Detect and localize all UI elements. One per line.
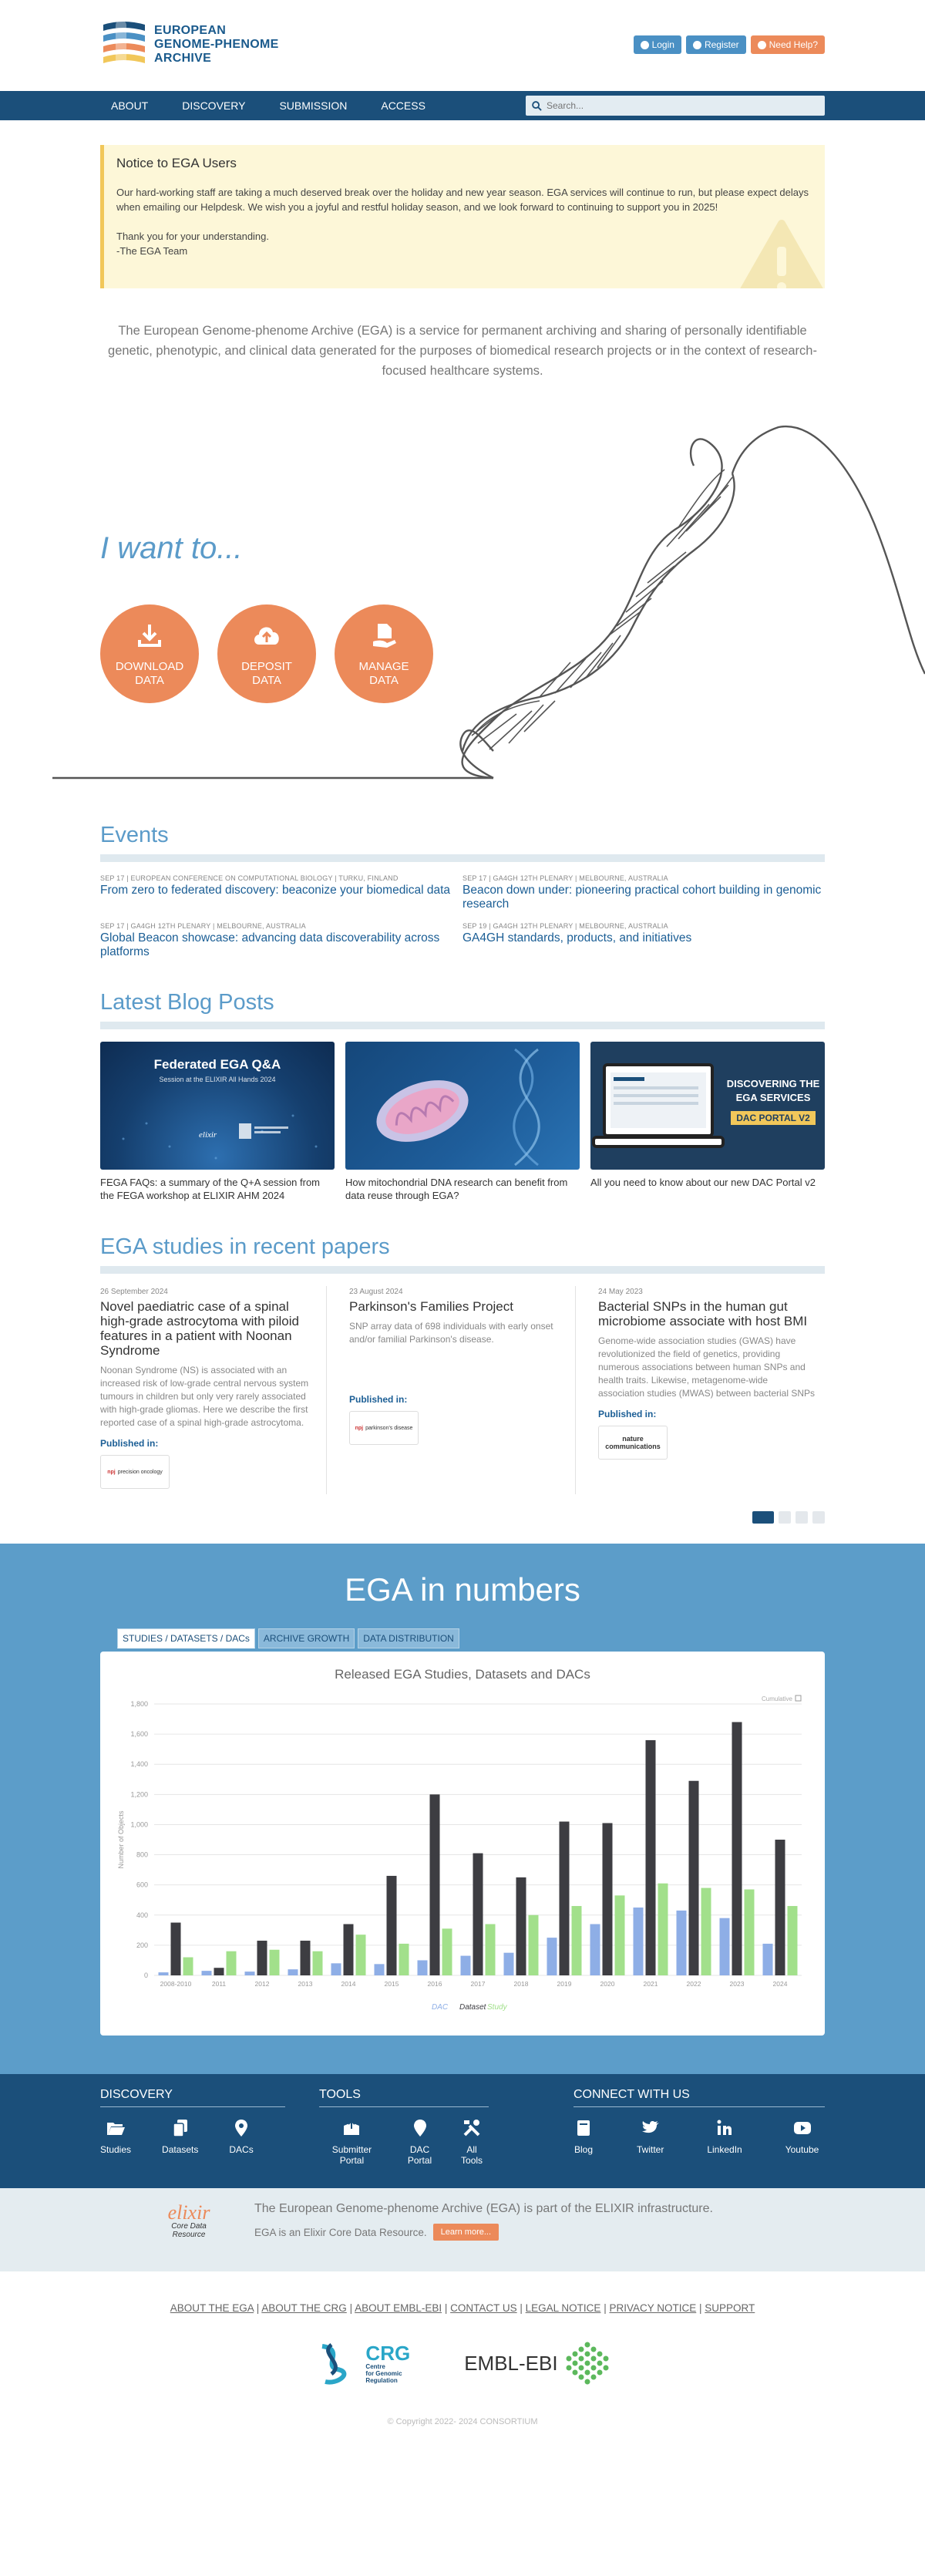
study-card[interactable] <box>100 1286 327 1494</box>
map-pin-icon <box>410 2118 430 2138</box>
y-tick-label: 1,600 <box>130 1730 148 1739</box>
footer-discovery-title: DISCOVERY <box>100 2088 285 2107</box>
bar-dataset <box>516 1877 526 1975</box>
site-header <box>0 0 925 91</box>
crg-logo-text: CRG <box>365 2341 411 2365</box>
y-tick-label: 400 <box>136 1911 148 1919</box>
legend-item-dac[interactable]: DAC <box>432 2003 449 2012</box>
bar-dataset <box>214 1968 224 1975</box>
notice-thanks: Thank you for your understanding. <box>116 231 270 242</box>
upload-cloud-icon <box>251 621 282 648</box>
map-pin-icon <box>231 2118 251 2138</box>
link-about-crg[interactable]: ABOUT THE CRG <box>261 2302 347 2314</box>
x-tick-label: 2011 <box>211 1980 227 1988</box>
bar-dac <box>245 1972 255 1975</box>
footer-all-tools-label: All Tools <box>461 2144 483 2166</box>
pager-dot-2[interactable] <box>779 1511 791 1524</box>
published-label: Published in: <box>349 1394 408 1405</box>
bar-study <box>227 1951 237 1975</box>
y-tick-label: 1,800 <box>130 1700 148 1708</box>
need-help-button[interactable] <box>751 35 825 54</box>
twitter-icon <box>641 2118 661 2138</box>
journal-prefix: npj <box>107 1469 116 1475</box>
blog-caption[interactable]: FEGA FAQs: a summary of the Q+A session from the FEGA workshop at ELIXIR AHM 2024 <box>100 1177 321 1201</box>
x-tick-label: 2014 <box>341 1980 356 1988</box>
journal-logo[interactable] <box>598 1426 668 1460</box>
study-date: 26 September 2024 <box>100 1288 168 1296</box>
ega-in-numbers-section <box>0 1544 925 2074</box>
y-tick-label: 800 <box>136 1850 148 1859</box>
events-divider <box>100 854 825 862</box>
study-text: Genome-wide association studies (GWAS) have revolutionized the field of genetics, providing numerous associations between human SNPs and health traits. Likewise, metagenome-wide association studies (MWAS) between bacterial SNPs <box>598 1335 816 1399</box>
bar-study <box>701 1888 711 1975</box>
dna-helix-illustration <box>0 381 925 809</box>
footer-dacs-link[interactable] <box>229 2118 253 2155</box>
footer-blog-link[interactable] <box>574 2118 594 2155</box>
y-tick-label: 1,200 <box>130 1790 148 1799</box>
footer-youtube-link[interactable] <box>785 2118 819 2155</box>
bar-dac <box>504 1953 514 1975</box>
notice-body: Our hard-working staff are taking a much deserved break over the holiday and new year season. EGA services will continue to run, but please expect delays when emailing our Helpdesk. We wish you a joyful and restful holiday season, and we look forward to continuing to support you in 2025! <box>116 187 809 213</box>
events-section <box>100 823 825 959</box>
mitochondria-graphic <box>345 1042 580 1170</box>
event-item[interactable] <box>100 874 462 911</box>
main-nav <box>0 91 925 120</box>
bar-study <box>270 1950 280 1975</box>
search-box <box>526 96 825 116</box>
network-dots-graphic <box>100 1093 335 1170</box>
search-input[interactable] <box>547 100 809 111</box>
bar-study <box>529 1915 539 1975</box>
bar-dac <box>590 1924 600 1975</box>
crg-sub-1: Centre <box>365 2362 385 2370</box>
bar-dataset <box>301 1941 311 1975</box>
dac-portal-badge: DAC PORTAL V2 <box>731 1111 816 1125</box>
study-date: 23 August 2024 <box>349 1288 403 1296</box>
manage-label-2: DATA <box>369 674 399 687</box>
link-privacy-notice[interactable]: PRIVACY NOTICE <box>609 2302 697 2314</box>
bar-dataset <box>473 1854 483 1975</box>
link-about-embl-ebi[interactable]: ABOUT EMBL-EBI <box>355 2302 442 2314</box>
bar-dataset <box>775 1840 785 1975</box>
x-tick-label: 2013 <box>298 1980 313 1988</box>
register-button[interactable] <box>686 35 746 54</box>
studies-title: EGA studies in recent papers <box>100 1234 390 1259</box>
elixir-logo-sub-1: Core Data <box>171 2222 207 2231</box>
bar-study <box>313 1951 323 1975</box>
blog-image-dac-portal[interactable] <box>590 1042 825 1170</box>
copyright: © Copyright 2022- 2024 CONSORTIUM <box>387 2417 538 2426</box>
elixir-banner <box>0 2188 925 2271</box>
footer-submitter-portal-link[interactable] <box>319 2118 385 2166</box>
x-tick-label: 2021 <box>643 1980 658 1988</box>
logo-text <box>154 24 279 66</box>
blog-post-card[interactable] <box>100 1042 335 1202</box>
y-tick-label: 1,000 <box>130 1820 148 1829</box>
bar-dac <box>677 1911 687 1975</box>
box-upload-icon <box>341 2118 362 2138</box>
event-title[interactable]: From zero to federated discovery: beaconize your biomedical data <box>100 884 451 897</box>
download-label-2: DATA <box>135 674 164 687</box>
x-tick-label: 2020 <box>600 1980 615 1988</box>
crg-sub-3: Regulation <box>365 2376 398 2384</box>
published-label: Published in: <box>598 1409 657 1419</box>
blog-divider <box>100 1022 825 1029</box>
bar-dataset <box>732 1722 742 1975</box>
footer-linkedin-label: LinkedIn <box>707 2144 742 2155</box>
help-label: Need Help? <box>769 39 818 50</box>
ega-logo[interactable] <box>100 19 279 71</box>
x-tick-label: 2024 <box>772 1980 788 1988</box>
tab-data-distribution[interactable]: DATA DISTRIBUTION <box>358 1628 459 1648</box>
elixir-text-1: The European Genome-phenome Archive (EGA) is part of the ELIXIR infrastructure. <box>254 2202 713 2215</box>
bar-study <box>788 1906 798 1975</box>
download-icon <box>136 621 163 649</box>
blog-caption[interactable]: How mitochondrial DNA research can benefit from data reuse through EGA? <box>345 1177 568 1201</box>
embl-ebi-logo[interactable] <box>464 2340 610 2386</box>
y-tick-label: 200 <box>136 1941 148 1949</box>
youtube-icon <box>792 2118 812 2138</box>
bar-dac <box>720 1918 730 1975</box>
event-item[interactable] <box>462 922 825 959</box>
x-tick-label: 2015 <box>384 1980 399 1988</box>
manage-file-icon <box>370 621 398 649</box>
folder-open-icon <box>106 2118 126 2138</box>
deposit-label-1: DEPOSIT <box>241 660 292 673</box>
login-button[interactable] <box>634 35 681 54</box>
studies-section <box>100 1234 825 1524</box>
footer-blog-label: Blog <box>574 2144 594 2155</box>
footer-datasets-label: Datasets <box>162 2144 199 2155</box>
pager-dot-3[interactable] <box>796 1511 808 1524</box>
chart-card <box>100 1652 825 2036</box>
studies-pager <box>100 1511 825 1524</box>
nav-discovery[interactable]: DISCOVERY <box>182 99 246 112</box>
holiday-notice <box>100 145 825 288</box>
event-item[interactable] <box>100 922 462 959</box>
study-title[interactable]: Parkinson's Families Project <box>349 1299 513 1314</box>
event-item[interactable] <box>462 874 825 911</box>
svg-text:elixir: elixir <box>199 1130 217 1140</box>
bar-study <box>658 1884 668 1975</box>
embl-ebi-text: EMBL-EBI <box>464 2351 558 2375</box>
bar-dataset <box>387 1876 397 1975</box>
journal-logo[interactable] <box>349 1411 419 1445</box>
blog-image-subtitle: Session at the ELIXIR All Hands 2024 <box>159 1076 276 1083</box>
bar-study <box>486 1924 496 1975</box>
link-legal-notice[interactable]: LEGAL NOTICE <box>525 2302 601 2314</box>
y-axis-label: Number of Objects <box>117 1810 125 1869</box>
manage-data-button[interactable] <box>335 604 433 703</box>
bar-study <box>572 1906 582 1975</box>
bar-dac <box>418 1960 428 1975</box>
footer-twitter-label: Twitter <box>637 2144 664 2155</box>
nav-about[interactable]: ABOUT <box>111 99 149 112</box>
released-objects-chart <box>100 1682 825 2022</box>
search-icon <box>532 101 542 111</box>
footer-bottom-links: ABOUT THE EGA | ABOUT THE CRG | ABOUT EMBL-EBI | CONTACT US | LEGAL NOTICE | PRIVACY NOTICE | SUPPORT <box>170 2302 755 2314</box>
notice-sign: -The EGA Team <box>116 245 188 257</box>
footer-datasets-link[interactable] <box>162 2118 198 2155</box>
book-icon <box>574 2118 594 2138</box>
partner-logos <box>0 2340 925 2386</box>
footer-dacs-label: DACs <box>229 2144 254 2155</box>
bar-study <box>442 1928 452 1975</box>
chart-title: Released EGA Studies, Datasets and DACs <box>335 1667 590 1682</box>
x-tick-label: 2019 <box>557 1980 572 1988</box>
studies-divider <box>100 1266 825 1274</box>
x-tick-label: 2016 <box>427 1980 442 1988</box>
embl-hex-dots-icon <box>564 2340 610 2386</box>
cumulative-label: Cumulative <box>761 1695 792 1702</box>
footer-discovery <box>100 2088 285 2166</box>
elixir-text-2: EGA is an Elixir Core Data Resource. <box>254 2226 427 2238</box>
blog-post-card[interactable] <box>345 1042 580 1202</box>
y-tick-label: 0 <box>143 1972 148 1979</box>
pager-dot-1[interactable] <box>752 1511 774 1524</box>
bar-study <box>399 1944 409 1975</box>
bar-study <box>356 1935 366 1975</box>
bar-dac <box>288 1969 298 1975</box>
journal-prefix: npj <box>355 1425 364 1431</box>
event-title[interactable]: Beacon down under: pioneering practical cohort building in genomic research <box>462 884 822 911</box>
event-meta: SEP 17 | GA4GH 12TH PLENARY | MELBOURNE, AUSTRALIA <box>100 922 306 930</box>
blog-section <box>100 990 825 1202</box>
link-about-ega[interactable]: ABOUT THE EGA <box>170 2302 254 2314</box>
linkedin-icon <box>715 2118 735 2138</box>
blog-caption[interactable]: All you need to know about our new DAC Portal v2 <box>590 1177 816 1188</box>
numbers-tabs <box>117 1628 459 1648</box>
cumulative-checkbox[interactable] <box>796 1695 801 1701</box>
user-plus-icon <box>693 41 701 49</box>
journal-name: parkinson's disease <box>365 1425 413 1431</box>
copy-files-icon <box>170 2118 190 2138</box>
ega-logo-icon <box>100 19 148 71</box>
blog-image-fega-qa[interactable] <box>100 1042 335 1170</box>
y-tick-label: 1,400 <box>130 1760 148 1769</box>
journal-name: precision oncology <box>117 1469 163 1475</box>
download-label-1: DOWNLOAD <box>115 660 184 673</box>
download-data-button[interactable] <box>100 604 199 703</box>
footer-dac-portal-label: DAC Portal <box>407 2144 432 2166</box>
action-circles <box>100 604 433 703</box>
register-label: Register <box>704 39 739 50</box>
study-card[interactable] <box>598 1286 825 1494</box>
learn-more-button[interactable]: Learn more... <box>433 2224 499 2241</box>
footer-submitter-label: Submitter Portal <box>331 2144 372 2166</box>
link-support[interactable]: SUPPORT <box>705 2302 755 2314</box>
bar-dataset <box>560 1822 570 1975</box>
study-title[interactable]: Novel paediatric case of a spinal high-grade astrocytoma with piloid features in a patient with Noonan Syndrome <box>100 1299 299 1358</box>
bar-dac <box>159 1972 169 1975</box>
i-want-to-section <box>0 381 925 809</box>
footer-links <box>0 2074 925 2188</box>
footer-studies-label: Studies <box>100 2144 132 2155</box>
elixir-logo-word: elixir <box>167 2201 210 2224</box>
blog-title: Latest Blog Posts <box>100 990 274 1015</box>
journal-name: communications <box>605 1443 661 1450</box>
x-tick-label: 2017 <box>470 1980 486 1988</box>
bar-dac <box>331 1963 341 1975</box>
journal-logo[interactable] <box>100 1455 170 1489</box>
bar-dac <box>763 1944 773 1975</box>
manage-label-1: MANAGE <box>358 660 409 673</box>
study-text: SNP array data of 698 individuals with early onset and/or familial Parkinson's disease. <box>349 1321 553 1345</box>
footer-dac-portal-link[interactable] <box>397 2118 442 2166</box>
tab-studies-datasets-dacs[interactable]: STUDIES / DATASETS / DACs <box>117 1628 255 1648</box>
elixir-logo-sub-2: Resource <box>172 2231 206 2239</box>
bar-dac <box>202 1971 212 1975</box>
bar-dataset <box>646 1740 656 1975</box>
bar-dac <box>634 1908 644 1975</box>
crg-sub-2: for Genomic <box>365 2369 402 2377</box>
notice-title: Notice to EGA Users <box>116 156 237 170</box>
x-tick-label: 2022 <box>686 1980 701 1988</box>
dac-image-title-2: EGA SERVICES <box>735 1092 811 1103</box>
events-title: Events <box>100 823 169 847</box>
bar-study <box>615 1895 625 1975</box>
tab-archive-growth[interactable]: ARCHIVE GROWTH <box>258 1628 355 1648</box>
x-tick-label: 2018 <box>513 1980 529 1988</box>
pager-dot-4[interactable] <box>812 1511 825 1524</box>
footer-connect <box>574 2088 825 2166</box>
study-title[interactable]: Bacterial SNPs in the human gut microbiome associate with host BMI <box>598 1299 808 1328</box>
bar-dac <box>461 1956 471 1975</box>
nav-submission[interactable]: SUBMISSION <box>279 99 348 112</box>
bar-dac <box>375 1964 385 1975</box>
study-text: Noonan Syndrome (NS) is associated with an increased risk of low-grade central nervous system tumours in children but only very rarely associated with high-grade gliomas. Here we describe the first reported case of a spinal high-grade astrocytoma. <box>100 1365 309 1428</box>
logo-line-1: EUROPEAN <box>154 24 227 37</box>
bar-study <box>183 1958 193 1975</box>
legend-item-dataset[interactable]: Dataset <box>459 2003 486 2012</box>
logo-line-3: ARCHIVE <box>154 52 212 65</box>
footer-linkedin-link[interactable] <box>707 2118 742 2155</box>
bar-dataset <box>257 1941 267 1975</box>
bar-dataset <box>344 1924 354 1975</box>
nav-access[interactable]: ACCESS <box>381 99 426 112</box>
x-tick-label: 2023 <box>729 1980 745 1988</box>
event-title[interactable]: GA4GH standards, products, and initiatives <box>462 931 692 945</box>
bar-dataset <box>430 1794 440 1975</box>
login-label: Login <box>651 39 674 50</box>
numbers-title: EGA in numbers <box>345 1571 580 1608</box>
journal-prefix: nature <box>622 1435 644 1443</box>
crg-logo[interactable] <box>314 2340 410 2386</box>
event-title[interactable]: Global Beacon showcase: advancing data discoverability across platforms <box>100 931 440 958</box>
event-meta: SEP 17 | EUROPEAN CONFERENCE ON COMPUTATIONAL BIOLOGY | TURKU, FINLAND <box>100 874 399 882</box>
i-want-to-title: I want to... <box>100 531 243 565</box>
footer-twitter-link[interactable] <box>637 2118 664 2155</box>
blog-image-title: Federated EGA Q&A <box>153 1057 281 1072</box>
bar-dac <box>547 1938 557 1975</box>
footer-youtube-label: Youtube <box>785 2144 819 2155</box>
bar-dataset <box>603 1823 613 1975</box>
deposit-data-button[interactable] <box>217 604 316 703</box>
y-tick-label: 600 <box>136 1881 148 1889</box>
link-contact-us[interactable]: CONTACT US <box>450 2302 517 2314</box>
crg-logo-mark <box>314 2340 361 2386</box>
bar-study <box>745 1890 755 1975</box>
tools-icon <box>462 2118 482 2138</box>
x-tick-label: 2012 <box>254 1980 270 1988</box>
elixir-logo[interactable] <box>146 2201 231 2239</box>
deposit-label-2: DATA <box>252 674 281 687</box>
study-date: 24 May 2023 <box>598 1288 643 1296</box>
footer-all-tools-link[interactable] <box>455 2118 489 2166</box>
footer-connect-title: CONNECT WITH US <box>574 2088 825 2107</box>
legend-item-study[interactable]: Study <box>487 2003 507 2012</box>
blog-image-mitochondria[interactable] <box>345 1042 580 1170</box>
login-icon <box>641 41 649 49</box>
footer-studies-link[interactable] <box>100 2118 131 2155</box>
logo-line-2: GENOME-PHENOME <box>154 38 279 51</box>
bar-dataset <box>171 1923 181 1975</box>
footer-tools-title: TOOLS <box>319 2088 489 2107</box>
study-card[interactable] <box>349 1286 576 1494</box>
footer-tools <box>319 2088 489 2166</box>
question-icon <box>758 41 766 49</box>
dac-image-title-1: DISCOVERING THE <box>726 1078 820 1089</box>
intro-text: The European Genome-phenome Archive (EGA) is a service for permanent archiving and sharing of personally identifiable genetic, phenotypic, and clinical data generated for the purposes of biomedical research projects or in the context of research-focused healthcare systems. <box>108 324 817 378</box>
event-meta: SEP 17 | GA4GH 12TH PLENARY | MELBOURNE, AUSTRALIA <box>462 874 668 882</box>
x-tick-label: 2008-2010 <box>160 1980 192 1988</box>
bar-dataset <box>689 1781 699 1975</box>
blog-post-card[interactable] <box>590 1042 825 1202</box>
published-label: Published in: <box>100 1438 159 1449</box>
event-meta: SEP 19 | GA4GH 12TH PLENARY | MELBOURNE, AUSTRALIA <box>462 922 668 930</box>
warning-icon <box>735 219 825 288</box>
header-buttons <box>634 35 825 54</box>
